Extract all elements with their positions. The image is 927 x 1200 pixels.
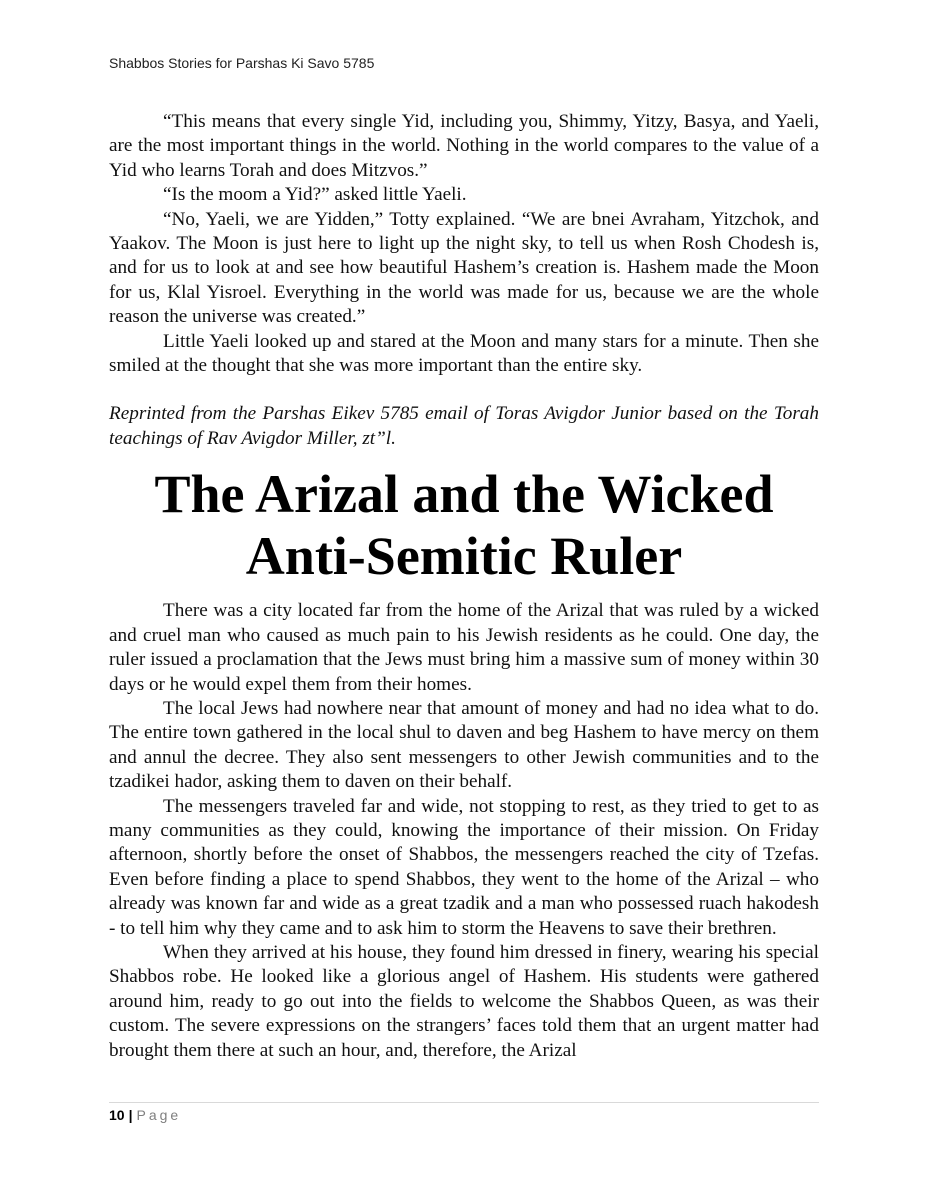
article-paragraph: The messengers traveled far and wide, not stopping to rest, as they tried to get to as many communities as they could, knowing the importance of their mission. On Friday afternoon, shortly before the onset of Shabbos, the messengers reached the city of Tzefas. Even before finding a place to spend Shabbos, they went to the home of the Arizal – who already was known far and wide as a great tzadik and a man who possessed ruach hakodesh - to tell him why they came and to ask him to storm the Heavens to save their brethren.: [109, 795, 819, 939]
article-title-line-2: Anti-Semitic Ruler: [245, 526, 683, 587]
article-paragraph: When they arrived at his house, they found him dressed in finery, wearing his special Shabbos robe. He looked like a glorious angel of Hashem. His students were gathered around him, ready to go out into the fields to welcome the Shabbos Queen, as was their custom. The severe expressions on the strangers’ faces told them that an urgent matter had brought them there at such an hour, and, therefore, the Arizal: [109, 941, 819, 1061]
story-paragraph: “This means that every single Yid, including you, Shimmy, Yitzy, Basya, and Yaeli, are the most important things in the world. Nothing in the world compares to the value of a Yid who learns Torah and does Mitzvos.”: [109, 111, 819, 181]
footer-separator: |: [128, 1107, 133, 1123]
story-paragraph: Little Yaeli looked up and stared at the Moon and many stars for a minute. Then she smiled at the thought that she was more important than the entire sky.: [109, 330, 819, 377]
article-paragraph: There was a city located far from the home of the Arizal that was ruled by a wicked and cruel man who caused as much pain to his Jewish residents as he could. One day, the ruler issued a proclamation that the Jews must bring him a massive sum of money within 30 days or he would expel them from their homes.: [109, 600, 819, 695]
page-number: 10: [109, 1107, 125, 1123]
page-label: Page: [136, 1107, 182, 1123]
reprint-credit: Reprinted from the Parshas Eikev 5785 email of Toras Avigdor Junior based on the Torah teachings of Rav Avigdor Miller, zt”l.: [109, 403, 819, 449]
article-title-line-1: The Arizal and the Wicked: [154, 464, 774, 525]
running-header: Shabbos Stories for Parshas Ki Savo 5785: [109, 55, 375, 71]
page-body: [109, 110, 819, 1063]
article-title: [109, 463, 819, 587]
story-paragraph: “Is the moom a Yid?” asked little Yaeli.: [163, 184, 467, 206]
article-paragraph: The local Jews had nowhere near that amount of money and had no idea what to do. The entire town gathered in the local shul to daven and beg Hashem to have mercy on them and annul the decree. They also sent messengers to other Jewish communities and to the tzadikei hador, asking them to daven on their behalf.: [109, 697, 819, 793]
story-paragraph: “No, Yaeli, we are Yidden,” Totty explained. “We are bnei Avraham, Yitzchok, and Yaakov. The Moon is just here to light up the night sky, to tell us when Rosh Chodesh is, and for us to look at and see how beautiful Hashem’s creation is. Hashem made the Moon for us, Klal Yisroel. Everything in the world was made for us, because we are the whole reason the universe was created.”: [109, 208, 819, 328]
footer-divider: [109, 1102, 819, 1103]
page-footer: [109, 1107, 181, 1123]
